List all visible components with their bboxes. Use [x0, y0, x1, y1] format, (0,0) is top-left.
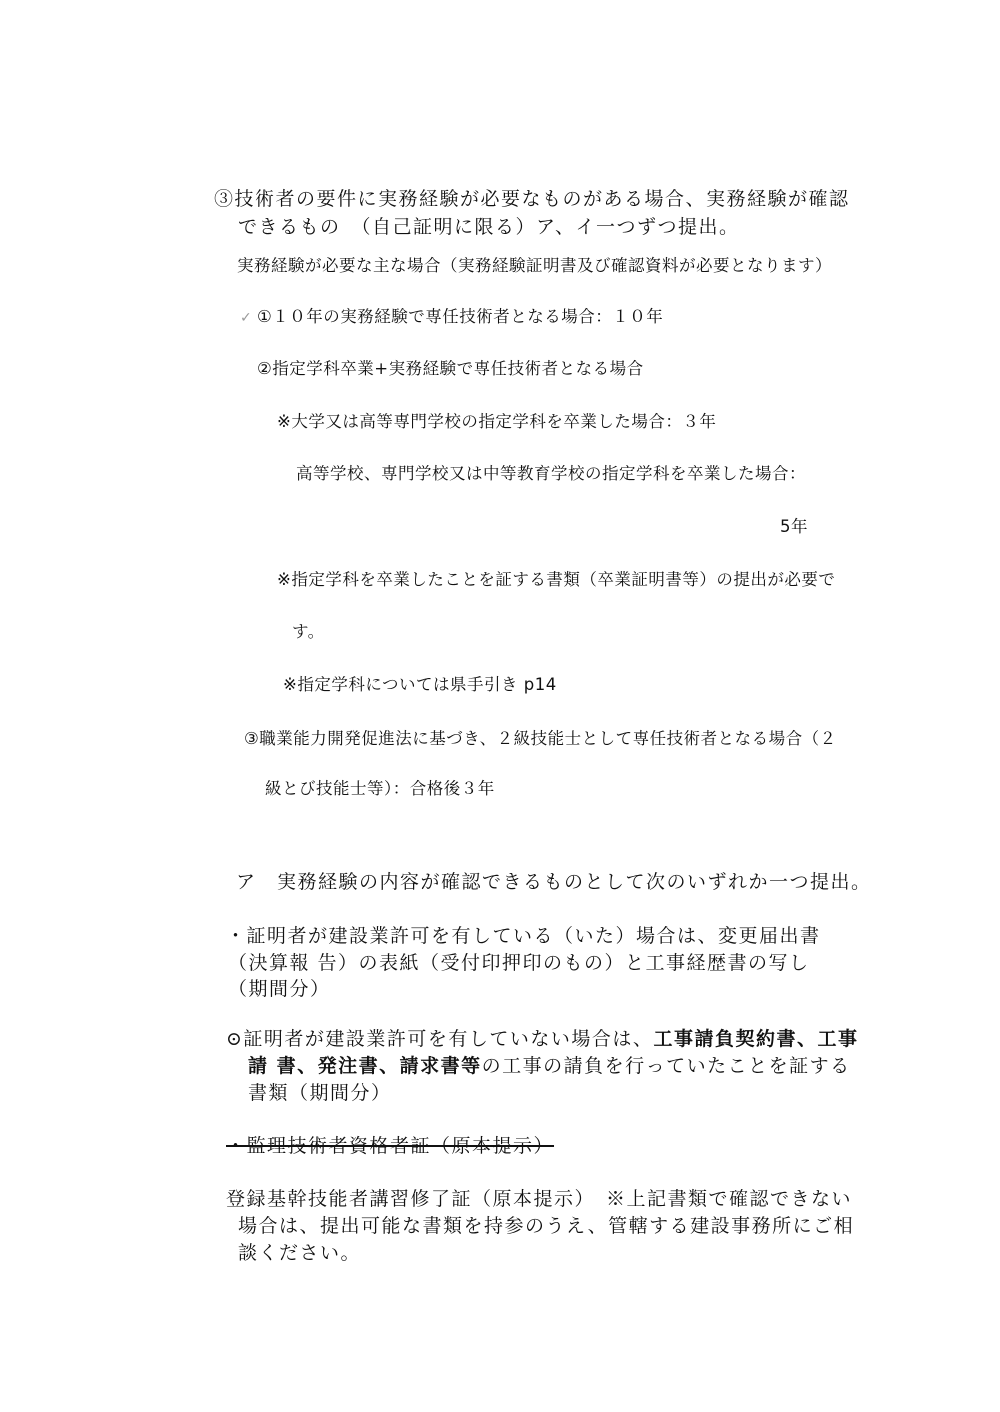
- item-a-bullet2-line2-bold: 請 書、発注書、請求書等: [248, 1055, 482, 1077]
- closing-line1: 登録基幹技能者講習修了証（原本提示） ※上記書類で確認できない: [226, 1188, 853, 1210]
- case3-line1: ③職業能力開発促進法に基づき、２級技能士として専任技術者となる場合（２: [244, 729, 837, 748]
- item-a-title: ア 実務経験の内容が確認できるものとして次のいずれか一つ提出。: [236, 871, 872, 893]
- case3-line2: 級とび技能士等）：合格後３年: [265, 779, 495, 798]
- item-a-bullet1-line3: （期間分）: [228, 978, 331, 1000]
- case1-text: ①１０年の実務経験で専任技術者となる場合：１０年: [257, 307, 664, 326]
- closing-line3: 談ください。: [238, 1242, 362, 1264]
- item-a-bullet2-line2-text: の工事の請負を行っていたことを証する: [481, 1055, 851, 1077]
- case2-university: ※大学又は高等専門学校の指定学科を卒業した場合：３年: [277, 412, 717, 431]
- section3-heading-line1: ③技術者の要件に実務経験が必要なものがある場合、実務経験が確認: [214, 188, 850, 210]
- item-a-bullet2-line1: [226, 1030, 858, 1049]
- item-a-bullet2-line2: [248, 1057, 851, 1076]
- case2-note-line2: す。: [292, 622, 325, 641]
- section3-heading-line2: できるもの （自己証明に限る）ア、イ一つずつ提出。: [238, 216, 740, 238]
- struck-item-text: ・監理技術者資格者証（原本提示）: [226, 1135, 555, 1157]
- item-a-bullet2-line3: 書類（期間分）: [248, 1082, 392, 1104]
- item-a-bullet1-line1: ・証明者が建設業許可を有している（いた）場合は、変更届出書: [226, 925, 821, 947]
- item-a-bullet2-line1-text: 証明者が建設業許可を有していない場合は、: [243, 1028, 654, 1050]
- section3-subheading: 実務経験が必要な主な場合（実務経験証明書及び確認資料が必要となります）: [237, 256, 832, 275]
- check-mark-icon: ✓: [240, 310, 252, 326]
- circle-dot-icon: ⊙: [226, 1028, 244, 1050]
- item-a-bullet1-line2: （決算報 告）の表紙（受付印押印のもの）と工事経歴書の写し: [228, 952, 810, 974]
- item-a-bullet2-line1-bold: 工事請負契約書、工事: [653, 1028, 859, 1050]
- case2-reference: ※指定学科については県手引き p14: [283, 675, 557, 694]
- closing-line2: 場合は、提出可能な書類を持参のうえ、管轄する建設事務所にご相: [238, 1215, 855, 1237]
- case2-note-line1: ※指定学科を卒業したことを証する書類（卒業証明書等）の提出が必要で: [277, 570, 836, 589]
- case2-highschool-years: 5年: [780, 517, 808, 536]
- case2-text: ②指定学科卒業+実務経験で専任技術者となる場合: [257, 359, 644, 378]
- case2-highschool: 高等学校、専門学校又は中等教育学校の指定学科を卒業した場合：: [296, 464, 806, 483]
